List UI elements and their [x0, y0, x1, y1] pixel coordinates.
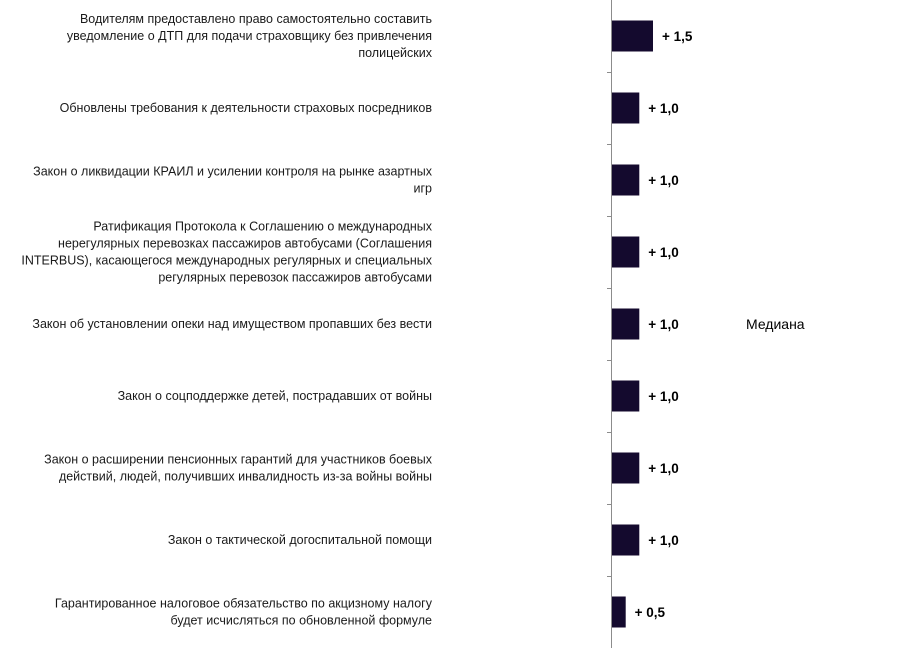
bar-value-label: + 0,5: [634, 605, 666, 620]
category-label-line: Водителям предоставлено право самостоятельно составить: [79, 12, 432, 26]
category-label-line: Обновлены требования к деятельности страховых посредников: [59, 101, 432, 115]
bar: [612, 309, 639, 340]
category-label: [44, 453, 433, 484]
bar-value-label: + 1,0: [648, 533, 679, 548]
category-label-line: игр: [413, 181, 432, 196]
bar-value-label: + 1,5: [662, 29, 693, 44]
bar-value-label: + 1,0: [648, 317, 679, 332]
median-annotation: Медиана: [746, 316, 805, 332]
category-label-line: полицейских: [358, 46, 432, 60]
category-label-line: будет исчисляться по обновленной формуле: [170, 613, 432, 628]
category-label-line: Гарантированное налоговое обязательство по акцизному налогу: [54, 596, 432, 611]
category-label-line: Закон о соцподдержке детей, пострадавших от войны: [117, 389, 432, 403]
bar: [612, 237, 639, 268]
category-label-line: Ратификация Протокола к Соглашению о международных: [93, 219, 432, 234]
category-label-line: действий, людей, получивших инвалидность из-за войны войны: [58, 469, 432, 484]
category-label: [118, 389, 432, 403]
category-label: [67, 12, 433, 60]
category-label-line: Закон об установлении опеки над имуществом пропавших без вести: [32, 317, 432, 331]
category-label-line: регулярных перевозок пассажиров автобусами: [158, 270, 432, 285]
category-label: [33, 165, 433, 196]
bar: [612, 597, 626, 628]
category-label-line: Закон о ликвидации КРАИЛ и усилении контроля на рынке азартных: [33, 164, 432, 179]
category-label-line: INTERBUS), касающегося международных регулярных и специальных: [21, 253, 432, 268]
bar-value-label: + 1,0: [648, 389, 679, 404]
bar: [612, 93, 639, 124]
bar-value-label: + 1,0: [648, 101, 679, 116]
category-label-line: уведомление о ДТП для подачи страховщику без привлечения: [66, 29, 432, 43]
category-label-line: Закон о расширении пенсионных гарантий для участников боевых: [44, 452, 432, 467]
bar: [612, 453, 639, 484]
bar: [612, 21, 653, 52]
category-label-line: Закон о тактической догоспитальной помощи: [167, 533, 432, 547]
bar: [612, 525, 639, 556]
category-label: [60, 101, 433, 115]
bar: [612, 381, 639, 412]
category-label: [55, 597, 433, 628]
bar: [612, 165, 639, 196]
bar-value-label: + 1,0: [648, 173, 679, 188]
category-label-line: нерегулярных перевозках пассажиров автобусами (Соглашения: [58, 236, 432, 251]
category-label: [168, 533, 432, 547]
bar-value-label: + 1,0: [648, 245, 679, 260]
bar-value-label: + 1,0: [648, 461, 679, 476]
category-label: [32, 317, 432, 331]
category-label: [21, 220, 432, 285]
